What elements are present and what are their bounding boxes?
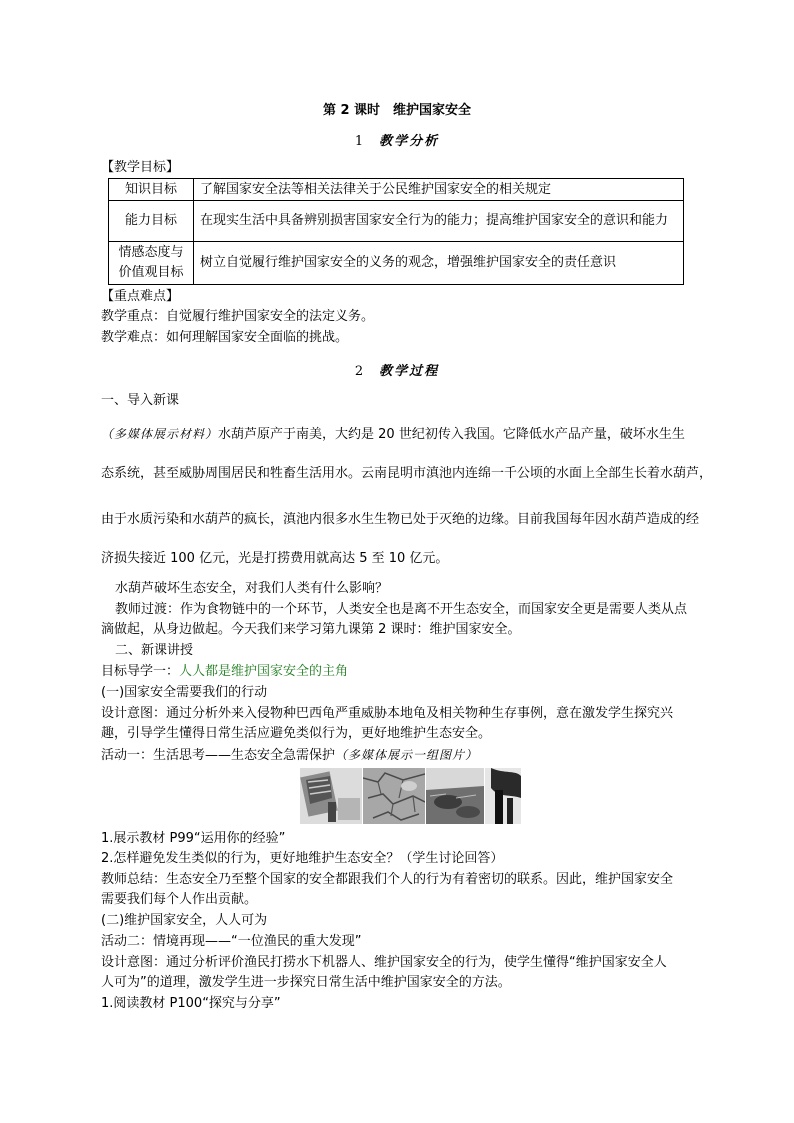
- intro-heading: 一、导入新课: [101, 393, 180, 408]
- goal-value: 了解国家安全法等相关法律关于公民维护国家安全的相关规定: [194, 179, 684, 201]
- question-text: 水葫芦破坏生态安全，对我们人类有什么影响？: [115, 581, 389, 596]
- transition-line: 教师过渡：作为食物链中的一个环节，人类安全也是离不开生态安全，而国家安全更是需要人类从点: [115, 602, 688, 617]
- photo-cracked-land: [363, 768, 425, 824]
- goal-key-line: 价值观目标: [118, 265, 184, 280]
- design-line: 设计意图：通过分析外来入侵物种巴西龟严重威胁本地龟及相关物种生存事例，意在激发学生探究兴: [101, 706, 674, 721]
- design-line: 人可为”的道理，激发学生进一步探究日常生活中维护国家安全的方法。: [101, 975, 511, 990]
- guide-line: [101, 662, 348, 682]
- activity-title: 活动二：情境再现——“一位渔民的重大发现”: [101, 934, 362, 949]
- transition-line: 滴做起，从身边做起。今天我们来学习第九课第 2 课时：维护国家安全。: [101, 622, 521, 637]
- page-title: 第 2 课时 维护国家安全: [322, 103, 472, 118]
- key-point: 教学重点：自觉履行维护国家安全的法定义务。: [101, 309, 375, 324]
- intro-paragraph-line: 态系统，甚至威胁周围居民和牲畜生活用水。云南昆明市滇池内连绵一千公顷的水面上全部生长着水葫芦，: [101, 466, 713, 481]
- section-title: 教学分析: [379, 134, 440, 149]
- subheading: (一)国家安全需要我们的行动: [101, 685, 268, 700]
- table-row: [109, 179, 684, 201]
- section-title: 教学过程: [379, 364, 440, 379]
- list-item: 1.展示教材 P99“运用你的经验”: [101, 831, 286, 846]
- guide-text: 人人都是维护国家安全的主角: [179, 664, 349, 679]
- goal-key: [109, 242, 194, 285]
- subheading: (二)维护国家安全，人人可为: [101, 913, 268, 928]
- intro-paragraph-line: [101, 424, 685, 445]
- section-number: 1: [354, 134, 364, 149]
- section-heading-analysis: [0, 130, 794, 149]
- goal-key-line: 情感态度与: [118, 245, 184, 260]
- difficult-point: 教学难点：如何理解国家安全面临的挑战。: [101, 330, 349, 345]
- activity-line: [101, 745, 478, 766]
- summary-line: 需要我们每个人作出贡献。: [101, 892, 258, 907]
- goal-key: 知识目标: [109, 179, 194, 201]
- goal-key: 能力目标: [109, 201, 194, 242]
- media-note: （多媒体展示材料）: [101, 427, 219, 441]
- goals-table: [108, 178, 684, 285]
- table-row: [109, 242, 684, 285]
- goals-heading: 【教学目标】: [101, 160, 180, 175]
- new-lesson-heading: 二、新课讲授: [115, 643, 194, 658]
- intro-paragraph-line: 由于水质污染和水葫芦的疯长，滇池内很多水生生物已处于灭绝的边缘。目前我国每年因水葫芦造成的经: [101, 512, 700, 527]
- intro-paragraph-line: 济损失接近 100 亿元，光是打捞费用就高达 5 至 10 亿元。: [101, 551, 449, 566]
- design-line: 设计意图：通过分析评价渔民打捞水下机器人、维护国家安全的行为，使学生懂得“维护国家安全人: [101, 955, 667, 970]
- list-item: 1.阅读教材 P100“探究与分享”: [101, 996, 281, 1011]
- photo-polluted-water: [426, 768, 484, 824]
- goal-value: 树立自觉履行维护国家安全的义务的观念，增强维护国家安全的责任意识: [194, 242, 684, 285]
- guide-label: 目标导学一：: [101, 664, 180, 679]
- activity-title: 活动一：生活思考——生态安全急需保护: [101, 748, 336, 763]
- list-item: 2.怎样避免发生类似的行为，更好地维护生态安全？（学生讨论回答）: [101, 851, 504, 866]
- design-line: 趣，引导学生懂得日常生活应避免类似行为，更好地维护生态安全。: [101, 726, 492, 741]
- media-note: （多媒体展示一组图片）: [335, 748, 479, 762]
- table-row: [109, 201, 684, 242]
- intro-text: 水葫芦原产于南美，大约是 20 世纪初传入我国。它降低水产品产量，破坏水生生: [218, 427, 685, 442]
- goal-value: 在现实生活中具备辨别损害国家安全行为的能力；提高维护国家安全的意识和能力: [194, 201, 684, 242]
- photo-water-hyacinth: [300, 768, 362, 824]
- section-heading-process: [0, 360, 794, 379]
- summary-line: 教师总结：生态安全乃至整个国家的安全都跟我们个人的行为有着密切的联系。因此，维护国家安全: [101, 872, 674, 887]
- keypoints-heading: 【重点难点】: [101, 289, 180, 304]
- section-number: 2: [354, 364, 364, 379]
- photo-smokestack: [485, 768, 521, 824]
